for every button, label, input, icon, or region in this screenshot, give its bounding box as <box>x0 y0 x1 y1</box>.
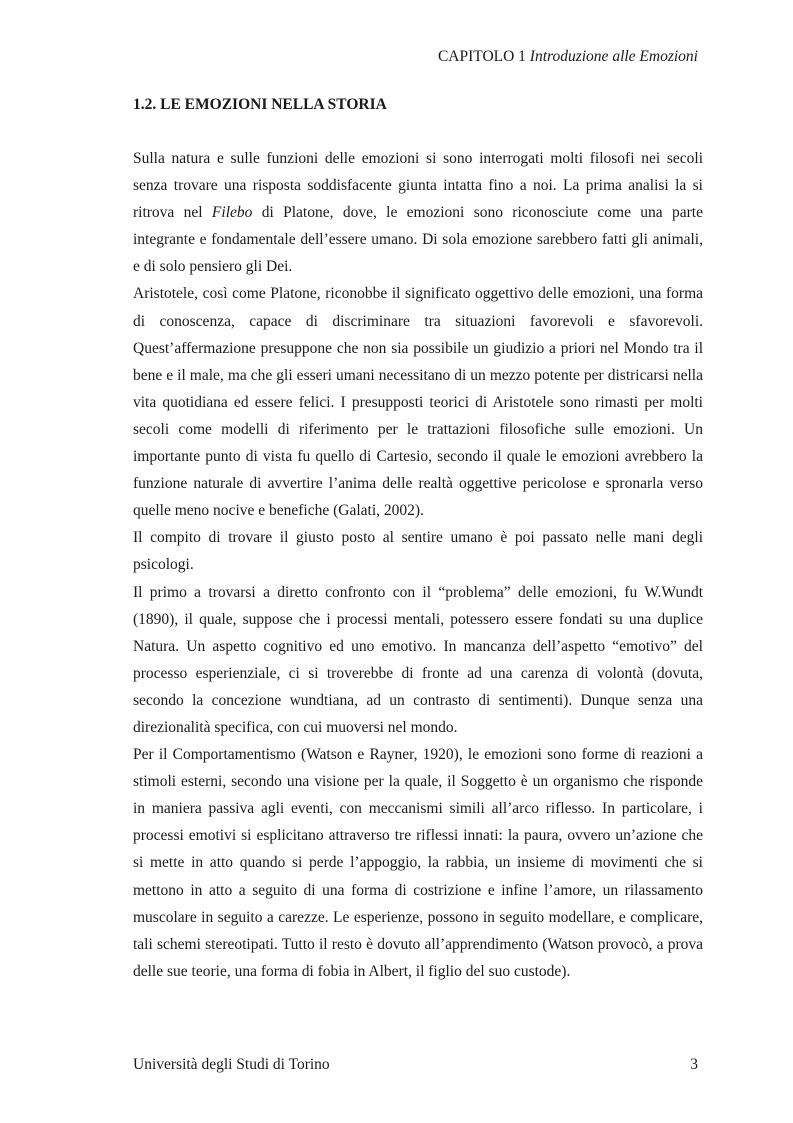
paragraph-3: Il compito di trovare il giusto posto al sentire umano è poi passato nelle mani degli psicologi. <box>133 529 703 574</box>
paragraph-5: Per il Comportamentismo (Watson e Rayner, 1920), le emozioni sono forme di reazioni a stimoli esterni, secondo una visione per la quale, il Soggetto è un organismo che risponde in maniera passiva agli eventi, con meccanismi simili all’arco riflesso. In particolare, i processi emotivi si esplicitano attraverso tre riflessi innati: la paura, ovvero un’azione che si mette in atto quando si perde l’appoggio, la rabbia, un insieme di movimenti che si mettono in atto a seguito di una forma di costrizione e infine l’amore, un rilassamento muscolare in seguito a carezze. Le esperienze, possono in seguito modellare, e complicare, tali schemi stereotipati. Tutto il resto è dovuto all’apprendimento (Watson provocò, a prova delle sue teorie, una forma di fobia in Albert, il figlio del suo custode). <box>133 746 703 980</box>
paragraph-1-after: di Platone, dove, le emozioni sono riconosciute come una parte integrante e fondamentale dell’essere umano. Di sola emozione sarebbero fatti gli animali, e di solo pensiero gli Dei. <box>133 204 703 276</box>
section-title: 1.2. LE EMOZIONI NELLA STORIA <box>133 96 387 113</box>
footer-institution: Università degli Studi di Torino <box>133 1056 330 1073</box>
chapter-label: CAPITOLO 1 <box>437 48 526 65</box>
running-header <box>438 48 698 66</box>
paragraph-2: Aristotele, così come Platone, riconobbe il significato oggettivo delle emozioni, una forma di conoscenza, capace di discriminare tra situazioni favorevoli e sfavorevoli. Quest’affermazione presuppone che non sia possibile un giudizio a priori nel Mondo tra il bene e il male, ma che gli esseri umani necessitano di un mezzo potente per districarsi nella vita quotidiana ed essere felici. I presupposti teorici di Aristotele sono rimasti per molti secoli come modelli di riferimento per le trattazioni filosofiche sulle emozioni. Un importante punto di vista fu quello di Cartesio, secondo il quale le emozioni avrebbero la funzione naturale di avvertire l’anima delle realtà oggettive pericolose e spronarla verso quelle meno nocive e benefiche (Galati, 2002). <box>133 285 703 520</box>
paragraph-1 <box>133 145 703 280</box>
paragraph-1-before: Sulla natura e sulle funzioni delle emozioni si sono interrogati molti filosofi nei secoli senza trovare una risposta soddisfacente giunta intatta fino a noi. La prima analisi la si ritrova nel <box>133 150 703 222</box>
body-text <box>133 145 703 985</box>
paragraph-4: Il primo a trovarsi a diretto confronto con il “problema” delle emozioni, fu W.Wundt (1890), il quale, suppose che i processi mentali, potessero essere fondati su una duplice Natura. Un aspetto cognitivo ed uno emotivo. In mancanza dell’aspetto “emotivo” del processo esperienziale, ci si troverebbe di fronte ad una carenza di volontà (dovuta, secondo la concezione wundtiana, ad un contrasto di sentimenti). Dunque senza una direzionalità specifica, con cui muoversi nel mondo. <box>133 583 703 736</box>
chapter-title: Introduzione alle Emozioni <box>529 48 698 65</box>
page-number: 3 <box>690 1056 698 1073</box>
work-title-filebo: Filebo <box>211 204 253 222</box>
